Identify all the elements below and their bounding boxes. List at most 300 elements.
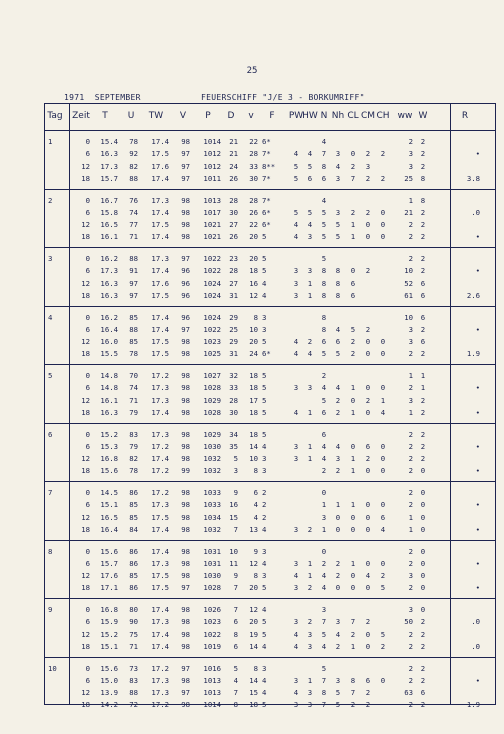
cell-u: 70 <box>129 371 138 380</box>
table-row <box>45 407 495 419</box>
cell-u: 82 <box>129 161 138 171</box>
table-row <box>45 465 495 477</box>
cell-d: 6 <box>233 641 238 651</box>
cell-pw: 3 <box>293 278 299 288</box>
table-row <box>45 161 495 173</box>
cell-tw: 17.5 <box>151 290 169 300</box>
cell-ww: 2 <box>408 349 413 359</box>
cell-hw: 4 <box>307 349 313 359</box>
cell-cm: 0 <box>365 220 371 230</box>
cell-cl: 0 <box>350 524 356 534</box>
cell-n: 5 <box>321 395 327 405</box>
column-header-w: W <box>418 111 428 121</box>
cell-pw: 4 <box>293 641 299 651</box>
cell-zeit: 0 <box>85 195 90 205</box>
cell-w: 2 <box>420 629 426 639</box>
cell-cl: 7 <box>350 617 356 627</box>
cell-v: 8 <box>253 312 258 322</box>
cell-v: 10 <box>249 324 258 334</box>
cell-d: 4 <box>233 675 238 685</box>
cell-w: 0 <box>420 500 426 510</box>
cell-p: 1014 <box>203 700 221 710</box>
cell-r: • <box>475 500 480 510</box>
cell-tw: 17.2 <box>151 700 169 710</box>
cell-t: 14.8 <box>100 371 118 380</box>
cell-v: 4 <box>253 500 258 510</box>
cell-tw: 17.3 <box>151 617 169 627</box>
cell-cl: 7 <box>350 173 356 183</box>
cell-cl: 6 <box>350 278 356 288</box>
cell-f: 7* <box>262 149 271 159</box>
cell-hw: 5 <box>307 161 313 171</box>
cell-d: 32 <box>229 371 238 380</box>
cell-pw: 4 <box>293 629 299 639</box>
cell-v: 8 <box>253 571 258 581</box>
cell-f: 3 <box>262 546 267 556</box>
cell-ww: 2 <box>408 220 413 230</box>
cell-d: 9 <box>233 488 238 497</box>
cell-cl: 1 <box>350 220 356 230</box>
cell-nh: 1 <box>335 500 341 510</box>
cell-w: 2 <box>420 454 426 464</box>
column-header-d: D <box>227 111 235 121</box>
cell-hw: 1 <box>307 290 313 300</box>
cell-d: 25 <box>229 324 238 334</box>
cell-tag: 4 <box>48 312 53 322</box>
cell-t: 16.3 <box>100 407 118 417</box>
cell-nh: 5 <box>335 688 341 698</box>
cell-ch: 2 <box>380 149 386 159</box>
cell-f: 4 <box>262 675 267 685</box>
column-header-v: v <box>248 111 254 121</box>
cell-p: 1023 <box>203 337 221 347</box>
cell-n: 7 <box>321 675 327 685</box>
cell-v: 99 <box>181 466 190 476</box>
cell-w: 2 <box>420 254 426 263</box>
cell-v: 97 <box>181 324 190 334</box>
cell-tw: 17.6 <box>151 161 169 171</box>
cell-n: 4 <box>321 583 327 593</box>
cell-f: 2 <box>262 500 267 510</box>
cell-v: 33 <box>249 161 258 171</box>
cell-tw: 17.2 <box>151 488 169 497</box>
cell-tw: 17.4 <box>151 137 169 146</box>
cell-zeit: 18 <box>81 524 90 534</box>
cell-nh: 0 <box>335 512 341 522</box>
cell-u: 79 <box>129 441 138 451</box>
cell-v: 13 <box>249 524 258 534</box>
cell-w: 6 <box>420 290 426 300</box>
cell-f: 5 <box>262 700 267 710</box>
cell-r: .0 <box>471 207 480 217</box>
cell-w: 6 <box>420 337 426 347</box>
cell-zeit: 12 <box>81 395 90 405</box>
cell-tw: 17.3 <box>151 383 169 393</box>
cell-t: 15.9 <box>100 617 118 627</box>
cell-n: 8 <box>321 278 327 288</box>
cell-t: 16.2 <box>100 254 118 263</box>
cell-v: 22 <box>249 137 258 146</box>
cell-n: 1 <box>321 524 327 534</box>
cell-r: • <box>475 675 480 685</box>
cell-p: 1022 <box>203 324 221 334</box>
cell-f: 6* <box>262 220 271 230</box>
cell-v: 98 <box>181 700 190 710</box>
cell-f: 5 <box>262 254 267 263</box>
cell-v: 16 <box>249 278 258 288</box>
cell-n: 8 <box>321 290 327 300</box>
cell-tw: 17.3 <box>151 558 169 568</box>
cell-u: 85 <box>129 500 138 510</box>
cell-n: 5 <box>321 254 327 263</box>
cell-t: 16.1 <box>100 395 118 405</box>
cell-p: 1012 <box>203 149 221 159</box>
cell-w: 2 <box>420 395 426 405</box>
table-row <box>45 570 495 582</box>
cell-ww: 3 <box>408 337 413 347</box>
cell-u: 86 <box>129 558 138 568</box>
column-header-t: T <box>102 111 108 121</box>
cell-t: 13.9 <box>100 688 118 698</box>
cell-n: 5 <box>321 663 327 673</box>
cell-f: 4 <box>262 558 267 568</box>
cell-f: 4 <box>262 605 267 614</box>
cell-u: 97 <box>129 278 138 288</box>
cell-f: 5 <box>262 266 267 276</box>
cell-hw: 3 <box>307 232 313 242</box>
cell-u: 78 <box>129 349 138 359</box>
day-separator <box>45 189 495 190</box>
cell-tag: 2 <box>48 195 53 205</box>
cell-u: 77 <box>129 220 138 230</box>
cell-n: 4 <box>321 383 327 393</box>
cell-d: 28 <box>229 195 238 205</box>
cell-v: 98 <box>181 641 190 651</box>
cell-p: 1028 <box>203 407 221 417</box>
cell-zeit: 0 <box>85 605 90 614</box>
cell-cl: 0 <box>350 149 356 159</box>
cell-v: 26 <box>249 207 258 217</box>
cell-f: 5 <box>262 337 267 347</box>
cell-r: .0 <box>471 617 480 627</box>
cell-t: 15.7 <box>100 558 118 568</box>
cell-hw: 1 <box>307 278 313 288</box>
cell-w: 2 <box>420 220 426 230</box>
cell-n: 3 <box>321 605 327 614</box>
cell-f: 3 <box>262 466 267 476</box>
cell-ww: 3 <box>408 149 413 159</box>
cell-nh: 3 <box>335 454 341 464</box>
cell-p: 1028 <box>203 583 221 593</box>
cell-u: 85 <box>129 512 138 522</box>
cell-f: 3 <box>262 454 267 464</box>
cell-tw: 17.5 <box>151 571 169 581</box>
cell-hw: 4 <box>307 220 313 230</box>
cell-nh: 2 <box>335 558 341 568</box>
cell-r: • <box>475 149 480 159</box>
cell-r: 1.9 <box>466 700 480 710</box>
cell-tw: 17.3 <box>151 688 169 698</box>
cell-u: 88 <box>129 324 138 334</box>
cell-f: 5 <box>262 617 267 627</box>
cell-d: 35 <box>229 441 238 451</box>
cell-v: 9 <box>253 546 258 556</box>
cell-cm: 3 <box>365 161 371 171</box>
cell-hw: 5 <box>307 207 313 217</box>
cell-tw: 17.3 <box>151 429 169 439</box>
cell-hw: 1 <box>307 441 313 451</box>
cell-zeit: 6 <box>85 500 90 510</box>
cell-d: 23 <box>229 254 238 263</box>
cell-nh: 5 <box>335 220 341 230</box>
cell-ww: 2 <box>408 254 413 263</box>
cell-d: 6 <box>233 617 238 627</box>
cell-u: 72 <box>129 700 138 710</box>
cell-tw: 17.2 <box>151 441 169 451</box>
cell-n: 2 <box>321 466 327 476</box>
cell-zeit: 0 <box>85 371 90 380</box>
cell-v: 12 <box>249 558 258 568</box>
cell-d: 29 <box>229 312 238 322</box>
cell-n: 2 <box>321 558 327 568</box>
cell-n: 5 <box>321 207 327 217</box>
cell-t: 17.3 <box>100 161 118 171</box>
cell-ww: 2 <box>408 429 413 439</box>
cell-f: 2 <box>262 488 267 497</box>
cell-u: 71 <box>129 395 138 405</box>
cell-t: 15.4 <box>100 137 118 146</box>
cell-n: 6 <box>321 173 327 183</box>
cell-p: 1032 <box>203 524 221 534</box>
cell-d: 10 <box>229 546 238 556</box>
cell-u: 88 <box>129 173 138 183</box>
cell-n: 4 <box>321 195 327 205</box>
cell-tag: 1 <box>48 137 53 146</box>
cell-zeit: 6 <box>85 149 90 159</box>
cell-w: 0 <box>420 488 426 497</box>
cell-d: 7 <box>233 583 238 593</box>
cell-cl: 0 <box>350 395 356 405</box>
cell-w: 6 <box>420 278 426 288</box>
cell-p: 1029 <box>203 429 221 439</box>
cell-t: 16.5 <box>100 512 118 522</box>
cell-t: 15.5 <box>100 349 118 359</box>
cell-cl: 2 <box>350 700 356 710</box>
cell-cl: 8 <box>350 675 356 685</box>
cell-tag: 9 <box>48 605 53 614</box>
cell-p: 1029 <box>203 395 221 405</box>
cell-v: 98 <box>181 207 190 217</box>
cell-tw: 17.4 <box>151 266 169 276</box>
cell-n: 3 <box>321 512 327 522</box>
cell-d: 30 <box>229 207 238 217</box>
cell-tw: 17.5 <box>151 512 169 522</box>
day-separator <box>45 247 495 248</box>
cell-cl: 2 <box>350 161 356 171</box>
day-separator <box>45 364 495 365</box>
cell-cm: 0 <box>365 583 371 593</box>
cell-u: 91 <box>129 266 138 276</box>
cell-tw: 17.2 <box>151 466 169 476</box>
cell-n: 4 <box>321 137 327 146</box>
cell-f: 5 <box>262 383 267 393</box>
cell-ww: 2 <box>408 441 413 451</box>
cell-f: 4 <box>262 290 267 300</box>
cell-pw: 4 <box>293 571 299 581</box>
cell-ww: 1 <box>408 512 413 522</box>
cell-w: 2 <box>420 617 426 627</box>
cell-nh: 3 <box>335 173 341 183</box>
cell-u: 71 <box>129 641 138 651</box>
cell-zeit: 18 <box>81 700 90 710</box>
cell-n: 8 <box>321 688 327 698</box>
cell-u: 85 <box>129 337 138 347</box>
cell-u: 78 <box>129 137 138 146</box>
cell-ww: 1 <box>408 195 413 205</box>
cell-u: 88 <box>129 688 138 698</box>
cell-n: 8 <box>321 312 327 322</box>
table-row <box>45 265 495 277</box>
cell-v: 98 <box>181 429 190 439</box>
cell-w: 2 <box>420 700 426 710</box>
cell-ch: 0 <box>380 207 386 217</box>
cell-v: 96 <box>181 290 190 300</box>
cell-p: 1016 <box>203 663 221 673</box>
cell-u: 74 <box>129 383 138 393</box>
cell-n: 5 <box>321 232 327 242</box>
cell-t: 15.7 <box>100 173 118 183</box>
cell-cm: 0 <box>365 383 371 393</box>
cell-ch: 0 <box>380 558 386 568</box>
cell-hw: 1 <box>307 571 313 581</box>
cell-v: 28 <box>249 149 258 159</box>
cell-zeit: 18 <box>81 583 90 593</box>
cell-zeit: 0 <box>85 254 90 263</box>
cell-tw: 17.4 <box>151 629 169 639</box>
cell-n: 0 <box>321 488 327 497</box>
cell-v: 10 <box>249 454 258 464</box>
cell-u: 85 <box>129 312 138 322</box>
cell-f: 5 <box>262 407 267 417</box>
cell-v: 98 <box>181 629 190 639</box>
cell-p: 1013 <box>203 688 221 698</box>
cell-pw: 4 <box>293 232 299 242</box>
cell-tw: 17.3 <box>151 675 169 685</box>
table-row <box>45 382 495 394</box>
cell-p: 1014 <box>203 137 221 146</box>
cell-p: 1032 <box>203 466 221 476</box>
cell-zeit: 6 <box>85 558 90 568</box>
cell-ch: 0 <box>380 349 386 359</box>
cell-hw: 3 <box>307 641 313 651</box>
cell-hw: 3 <box>307 688 313 698</box>
cell-n: 6 <box>321 337 327 347</box>
cell-ch: 5 <box>380 629 386 639</box>
table-row <box>45 441 495 453</box>
cell-ww: 2 <box>408 558 413 568</box>
cell-w: 2 <box>420 207 426 217</box>
cell-cl: 0 <box>350 441 356 451</box>
cell-n: 7 <box>321 617 327 627</box>
cell-ww: 2 <box>408 232 413 242</box>
cell-u: 76 <box>129 195 138 205</box>
cell-t: 15.6 <box>100 466 118 476</box>
cell-p: 1033 <box>203 488 221 497</box>
cell-f: 3 <box>262 312 267 322</box>
cell-ww: 2 <box>408 629 413 639</box>
cell-cl: 6 <box>350 290 356 300</box>
cell-p: 1030 <box>203 441 221 451</box>
cell-n: 7 <box>321 700 327 710</box>
cell-zeit: 18 <box>81 641 90 651</box>
cell-ch: 0 <box>380 232 386 242</box>
cell-ww: 50 <box>404 617 413 627</box>
table-row <box>45 348 495 360</box>
day-separator <box>45 598 495 599</box>
cell-w: 0 <box>420 524 426 534</box>
cell-t: 16.2 <box>100 312 118 322</box>
cell-d: 33 <box>229 383 238 393</box>
cell-ww: 2 <box>408 641 413 651</box>
column-header-f: F <box>269 111 275 121</box>
cell-p: 1024 <box>203 290 221 300</box>
cell-v: 98 <box>181 558 190 568</box>
cell-t: 15.2 <box>100 429 118 439</box>
cell-r: • <box>475 583 480 593</box>
cell-zeit: 12 <box>81 161 90 171</box>
cell-zeit: 12 <box>81 337 90 347</box>
cell-v: 97 <box>181 173 190 183</box>
cell-f: 6* <box>262 137 271 146</box>
cell-w: 0 <box>420 605 426 614</box>
cell-cm: 2 <box>365 173 371 183</box>
cell-w: 2 <box>420 266 426 276</box>
cell-cm: 2 <box>365 207 371 217</box>
column-header-n: N <box>320 111 328 121</box>
cell-t: 15.6 <box>100 546 118 556</box>
cell-w: 2 <box>420 429 426 439</box>
cell-tag: 10 <box>48 663 57 673</box>
cell-nh: 4 <box>335 441 341 451</box>
cell-ch: 1 <box>380 395 386 405</box>
cell-ch: 0 <box>380 441 386 451</box>
cell-u: 85 <box>129 571 138 581</box>
cell-v: 98 <box>181 488 190 497</box>
cell-nh: 2 <box>335 395 341 405</box>
column-header-cl: CL <box>347 111 359 121</box>
cell-pw: 3 <box>293 583 299 593</box>
cell-pw: 3 <box>293 290 299 300</box>
cell-r: • <box>475 558 480 568</box>
table-row <box>45 487 495 499</box>
cell-n: 4 <box>321 441 327 451</box>
cell-hw: 2 <box>307 617 313 627</box>
cell-r: .0 <box>471 641 480 651</box>
cell-d: 11 <box>229 558 238 568</box>
cell-v: 98 <box>181 395 190 405</box>
cell-d: 24 <box>229 161 238 171</box>
table-row <box>45 278 495 290</box>
cell-v: 98 <box>181 195 190 205</box>
cell-v: 98 <box>181 524 190 534</box>
cell-ww: 1 <box>408 407 413 417</box>
cell-t: 17.6 <box>100 571 118 581</box>
cell-u: 90 <box>129 617 138 627</box>
cell-zeit: 6 <box>85 441 90 451</box>
cell-v: 98 <box>181 512 190 522</box>
cell-u: 86 <box>129 546 138 556</box>
cell-ww: 52 <box>404 278 413 288</box>
